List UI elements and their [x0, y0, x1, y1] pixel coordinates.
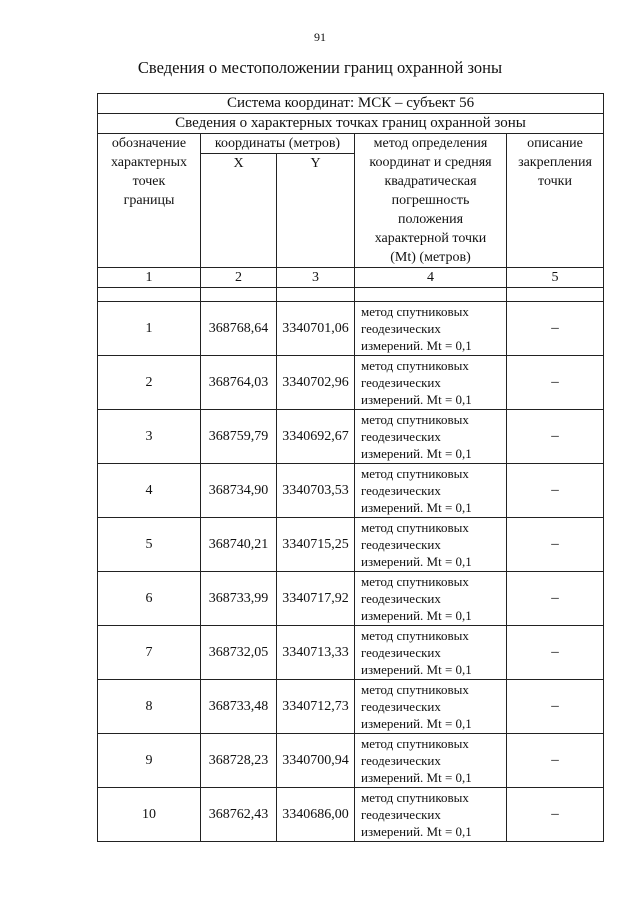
- fixing-description: –: [507, 464, 604, 518]
- y-coordinate: 3340692,67: [277, 410, 355, 464]
- table-row: [98, 302, 604, 356]
- blank-cell: [355, 288, 507, 302]
- method-line: измерений. Mt = 0,1: [361, 824, 472, 839]
- point-number: 8: [98, 680, 201, 734]
- table-row: [98, 626, 604, 680]
- method-cell: [355, 680, 507, 734]
- method-cell: [355, 464, 507, 518]
- blank-row: [98, 288, 604, 302]
- header-description: описание закрепления точки: [507, 134, 604, 268]
- method-line: метод спутниковых: [361, 358, 469, 373]
- table-row: [98, 734, 604, 788]
- y-coordinate: 3340717,92: [277, 572, 355, 626]
- fixing-description: –: [507, 302, 604, 356]
- x-coordinate: 368759,79: [201, 410, 277, 464]
- method-cell: [355, 626, 507, 680]
- fixing-description: –: [507, 788, 604, 842]
- method-line: метод спутниковых: [361, 682, 469, 697]
- fixing-description: –: [507, 572, 604, 626]
- method-cell: [355, 734, 507, 788]
- y-coordinate: 3340703,53: [277, 464, 355, 518]
- method-line: метод спутниковых: [361, 574, 469, 589]
- method-line: метод спутниковых: [361, 520, 469, 535]
- point-number: 7: [98, 626, 201, 680]
- method-line: метод спутниковых: [361, 412, 469, 427]
- column-number: 3: [277, 268, 355, 288]
- method-line: измерений. Mt = 0,1: [361, 608, 472, 623]
- method-line: измерений. Mt = 0,1: [361, 770, 472, 785]
- x-coordinate: 368768,64: [201, 302, 277, 356]
- point-number: 10: [98, 788, 201, 842]
- table-row: [98, 356, 604, 410]
- column-number: 1: [98, 268, 201, 288]
- method-line: измерений. Mt = 0,1: [361, 554, 472, 569]
- y-coordinate: 3340713,33: [277, 626, 355, 680]
- method-line: измерений. Mt = 0,1: [361, 662, 472, 677]
- y-coordinate: 3340700,94: [277, 734, 355, 788]
- x-coordinate: 368733,99: [201, 572, 277, 626]
- method-line: метод спутниковых: [361, 790, 469, 805]
- blank-cell: [507, 288, 604, 302]
- method-cell: [355, 518, 507, 572]
- x-coordinate: 368733,48: [201, 680, 277, 734]
- column-number: 2: [201, 268, 277, 288]
- method-line: геодезических: [361, 537, 441, 552]
- method-line: измерений. Mt = 0,1: [361, 500, 472, 515]
- point-number: 1: [98, 302, 201, 356]
- method-line: геодезических: [361, 699, 441, 714]
- method-line: геодезических: [361, 321, 441, 336]
- method-cell: [355, 356, 507, 410]
- boundary-points-table: [97, 93, 604, 842]
- column-number: 4: [355, 268, 507, 288]
- x-coordinate: 368740,21: [201, 518, 277, 572]
- header-point-designation: обозначение характерных точек границы: [98, 134, 201, 268]
- section-title: Сведения о характерных точках границ охранной зоны: [98, 114, 604, 134]
- point-number: 4: [98, 464, 201, 518]
- column-number-row: [98, 268, 604, 288]
- column-number: 5: [507, 268, 604, 288]
- blank-cell: [201, 288, 277, 302]
- fixing-description: –: [507, 410, 604, 464]
- method-cell: [355, 572, 507, 626]
- header-coordinates: координаты (метров): [201, 134, 355, 154]
- table-row: [98, 572, 604, 626]
- method-line: метод спутниковых: [361, 628, 469, 643]
- blank-cell: [98, 288, 201, 302]
- page-number: 91: [314, 30, 326, 44]
- fixing-description: –: [507, 626, 604, 680]
- method-cell: [355, 302, 507, 356]
- method-line: геодезических: [361, 375, 441, 390]
- fixing-description: –: [507, 356, 604, 410]
- method-line: геодезических: [361, 807, 441, 822]
- y-coordinate: 3340702,96: [277, 356, 355, 410]
- point-number: 3: [98, 410, 201, 464]
- y-coordinate: 3340715,25: [277, 518, 355, 572]
- table-row: [98, 464, 604, 518]
- fixing-description: –: [507, 518, 604, 572]
- method-line: измерений. Mt = 0,1: [361, 716, 472, 731]
- table-row: [98, 680, 604, 734]
- table-row: [98, 788, 604, 842]
- y-coordinate: 3340686,00: [277, 788, 355, 842]
- x-coordinate: 368764,03: [201, 356, 277, 410]
- fixing-description: –: [507, 680, 604, 734]
- header-method: метод определения координат и средняя квадратическая погрешность положения характерной точки (Mt) (метров): [355, 134, 507, 268]
- x-coordinate: 368728,23: [201, 734, 277, 788]
- point-number: 5: [98, 518, 201, 572]
- page-title: Сведения о местоположении границ охранной зоны: [137, 58, 503, 77]
- method-line: измерений. Mt = 0,1: [361, 446, 472, 461]
- blank-cell: [277, 288, 355, 302]
- method-line: измерений. Mt = 0,1: [361, 338, 472, 353]
- x-coordinate: 368762,43: [201, 788, 277, 842]
- method-line: метод спутниковых: [361, 736, 469, 751]
- x-coordinate: 368734,90: [201, 464, 277, 518]
- method-line: геодезических: [361, 483, 441, 498]
- point-number: 9: [98, 734, 201, 788]
- header-x: X: [201, 154, 277, 268]
- coordinate-system-banner: Система координат: МСК – субъект 56: [98, 94, 604, 114]
- table-row: [98, 410, 604, 464]
- point-number: 6: [98, 572, 201, 626]
- y-coordinate: 3340712,73: [277, 680, 355, 734]
- method-line: геодезических: [361, 753, 441, 768]
- method-line: геодезических: [361, 591, 441, 606]
- method-line: геодезических: [361, 645, 441, 660]
- method-line: метод спутниковых: [361, 304, 469, 319]
- header-y: Y: [277, 154, 355, 268]
- point-number: 2: [98, 356, 201, 410]
- method-line: метод спутниковых: [361, 466, 469, 481]
- table-row: [98, 518, 604, 572]
- x-coordinate: 368732,05: [201, 626, 277, 680]
- method-cell: [355, 788, 507, 842]
- method-cell: [355, 410, 507, 464]
- method-line: геодезических: [361, 429, 441, 444]
- y-coordinate: 3340701,06: [277, 302, 355, 356]
- fixing-description: –: [507, 734, 604, 788]
- method-line: измерений. Mt = 0,1: [361, 392, 472, 407]
